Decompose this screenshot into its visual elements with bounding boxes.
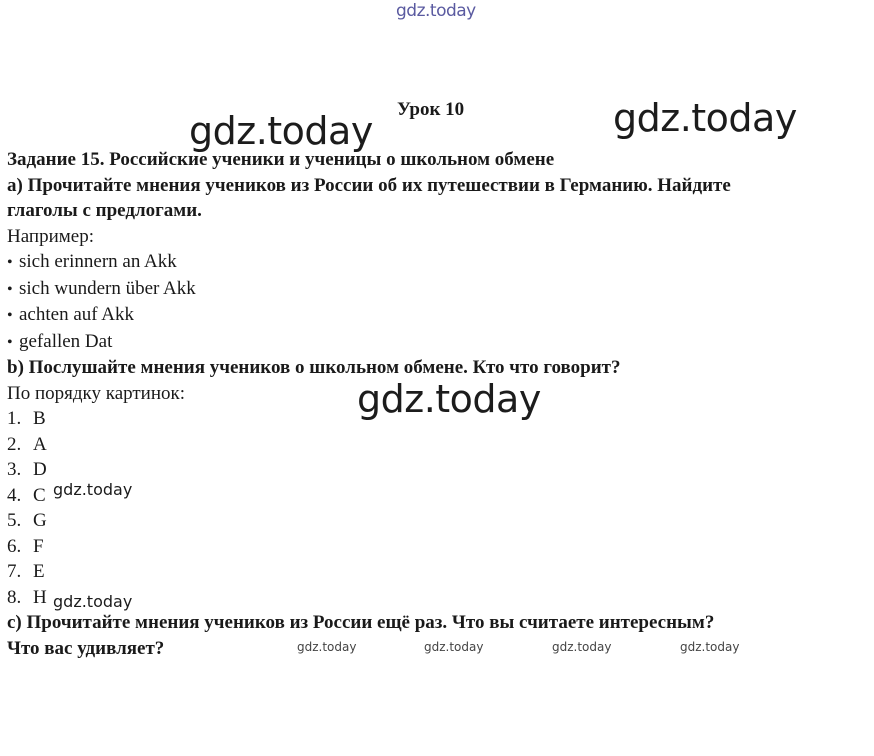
answer-letter: B (33, 408, 46, 429)
answer-number: 3. (7, 459, 22, 480)
answer-number: 8. (7, 586, 22, 608)
watermark-tiny-4: gdz.today (680, 640, 740, 654)
watermark-large-left: gdz.today (189, 109, 373, 153)
answer-item (7, 508, 869, 534)
watermark-tiny-2: gdz.today (424, 640, 484, 654)
part-c-line2: Что вас удивляет? (7, 637, 165, 659)
answer-number: 7. (7, 561, 22, 582)
answer-item (7, 534, 869, 560)
answer-item (7, 559, 869, 585)
answer-number: 5. (7, 510, 22, 531)
watermark-tiny-3: gdz.today (552, 640, 612, 654)
answer-item (7, 480, 869, 509)
answer-letter: D (33, 459, 47, 480)
answer-letter: E (33, 561, 45, 582)
task-heading: Задание 15. Российские ученики и ученицы о школьном обмене (7, 149, 555, 170)
answer-number: 6. (7, 535, 22, 557)
part-a-line2: глаголы с предлогами. (7, 200, 202, 221)
watermark-top: gdz.today (396, 1, 476, 21)
part-b: b) Послушайте мнения учеников о школьном обмене. Кто что говорит? (7, 357, 621, 378)
watermark-small-1: gdz.today (53, 480, 133, 499)
answer-letter: F (33, 535, 44, 557)
answer-number: 1. (7, 408, 22, 429)
part-a-line1: а) Прочитайте мнения учеников из России об их путешествии в Германию. Найдите (7, 174, 731, 196)
example-item: • sich erinnern an Akk (7, 249, 869, 276)
answer-item (7, 457, 869, 483)
watermark-small-2: gdz.today (53, 592, 133, 611)
example-item: • gefallen Dat (7, 329, 869, 356)
task-content (7, 147, 869, 661)
answer-letter: A (33, 433, 47, 455)
answer-item (7, 585, 869, 611)
part-c-line1: c) Прочитайте мнения учеников из России ещё раз. Что вы считаете интересным? (7, 612, 715, 633)
answer-letter: C (33, 484, 46, 506)
example-item: • sich wundern über Akk (7, 276, 869, 303)
order-label: По порядку картинок: (7, 382, 186, 404)
answer-letter: G (33, 510, 47, 531)
answer-number: 4. (7, 484, 22, 506)
answer-letter: H (33, 586, 47, 608)
answer-item (7, 406, 869, 432)
answer-number: 2. (7, 433, 22, 455)
example-label: Например: (7, 225, 94, 247)
watermark-large-center: gdz.today (357, 377, 541, 421)
answer-item (7, 432, 869, 458)
example-item: • achten auf Akk (7, 302, 869, 329)
watermark-tiny-1: gdz.today (297, 640, 357, 654)
lesson-title: Урок 10 (397, 99, 465, 120)
watermark-large-right: gdz.today (613, 96, 797, 140)
